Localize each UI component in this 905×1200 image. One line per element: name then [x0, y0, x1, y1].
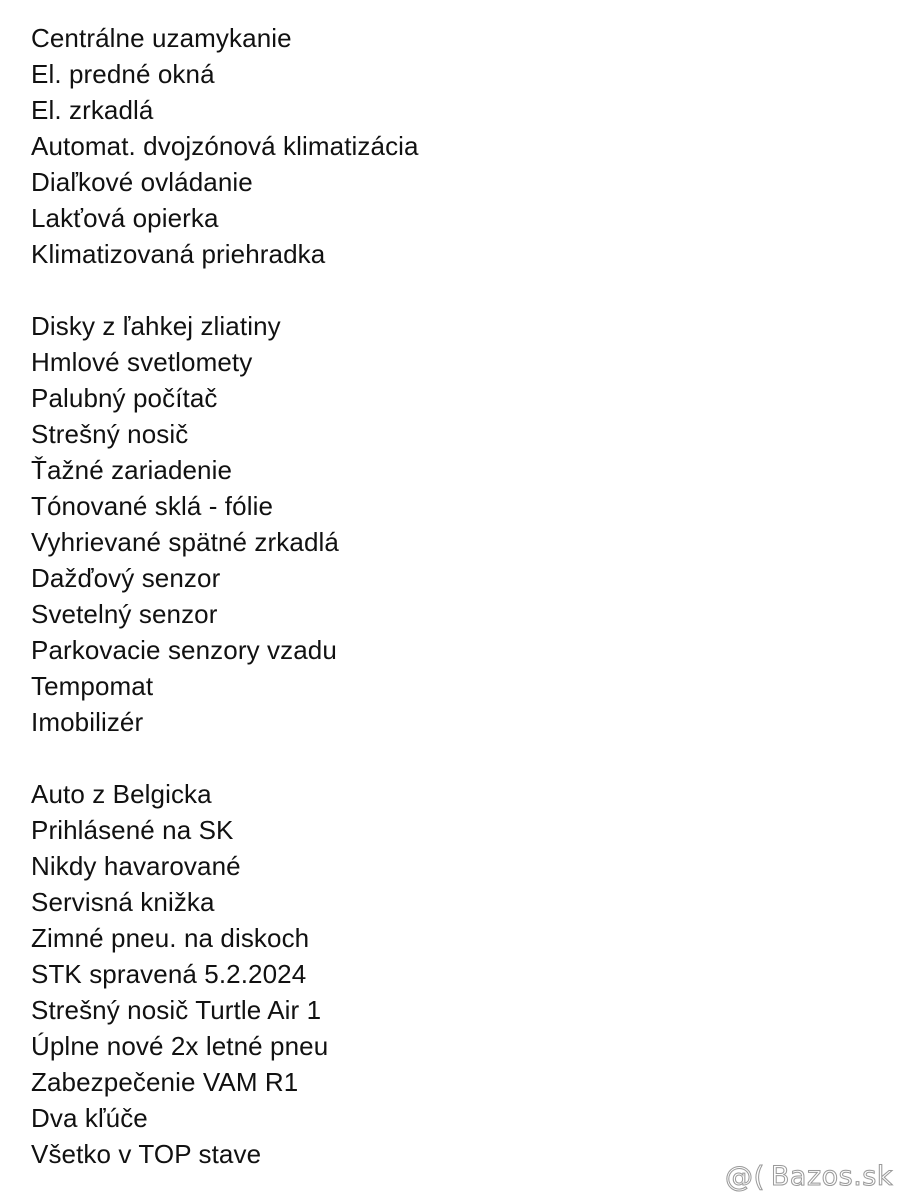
note-line: Centrálne uzamykanie [31, 23, 292, 53]
note-line: Servisná knižka [31, 887, 215, 917]
note-line: El. predné okná [31, 59, 215, 89]
note-line: Zabezpečenie VAM R1 [31, 1067, 299, 1097]
note-line: Palubný počítač [31, 383, 218, 413]
note-line: Auto z Belgicka [31, 779, 212, 809]
note-line: Tónované sklá - fólie [31, 491, 274, 521]
note-line: Lakťová opierka [31, 203, 219, 233]
note-line: Svetelný senzor [31, 599, 218, 629]
note-line: Hmlové svetlomety [31, 347, 253, 377]
note-line: Zimné pneu. na diskoch [31, 923, 310, 953]
note-line: Nikdy havarované [31, 851, 241, 881]
note-line: Automat. dvojzónová klimatizácia [31, 131, 419, 161]
note-line: Úplne nové 2x letné pneu [31, 1031, 329, 1061]
note-line: Dažďový senzor [31, 563, 221, 593]
note-line: Strešný nosič Turtle Air 1 [31, 995, 322, 1025]
bazos-watermark [725, 1161, 893, 1192]
note-line: Dva kľúče [31, 1103, 148, 1133]
note-line: Diaľkové ovládanie [31, 167, 253, 197]
group-equipment [31, 20, 871, 272]
note-line: Parkovacie senzory vzadu [31, 635, 337, 665]
note-line: Vyhrievané spätné zrkadlá [31, 527, 339, 557]
note-line: El. zrkadlá [31, 95, 154, 125]
note-line: Tempomat [31, 671, 154, 701]
note-line: Všetko v TOP stave [31, 1139, 262, 1169]
note-line: Disky z ľahkej zliatiny [31, 311, 281, 341]
group-extras [31, 308, 871, 740]
note-line: Klimatizovaná priehradka [31, 239, 326, 269]
note-line: Strešný nosič [31, 419, 189, 449]
note-line: STK spravená 5.2.2024 [31, 959, 307, 989]
note-line: Imobilizér [31, 707, 144, 737]
features-note [31, 20, 871, 1172]
watermark-text: Bazos.sk [770, 1161, 893, 1192]
note-line: Ťažné zariadenie [31, 455, 233, 485]
note-line: Prihlásené na SK [31, 815, 234, 845]
group-condition [31, 776, 871, 1172]
bazos-logo-icon: @( [724, 1159, 765, 1193]
